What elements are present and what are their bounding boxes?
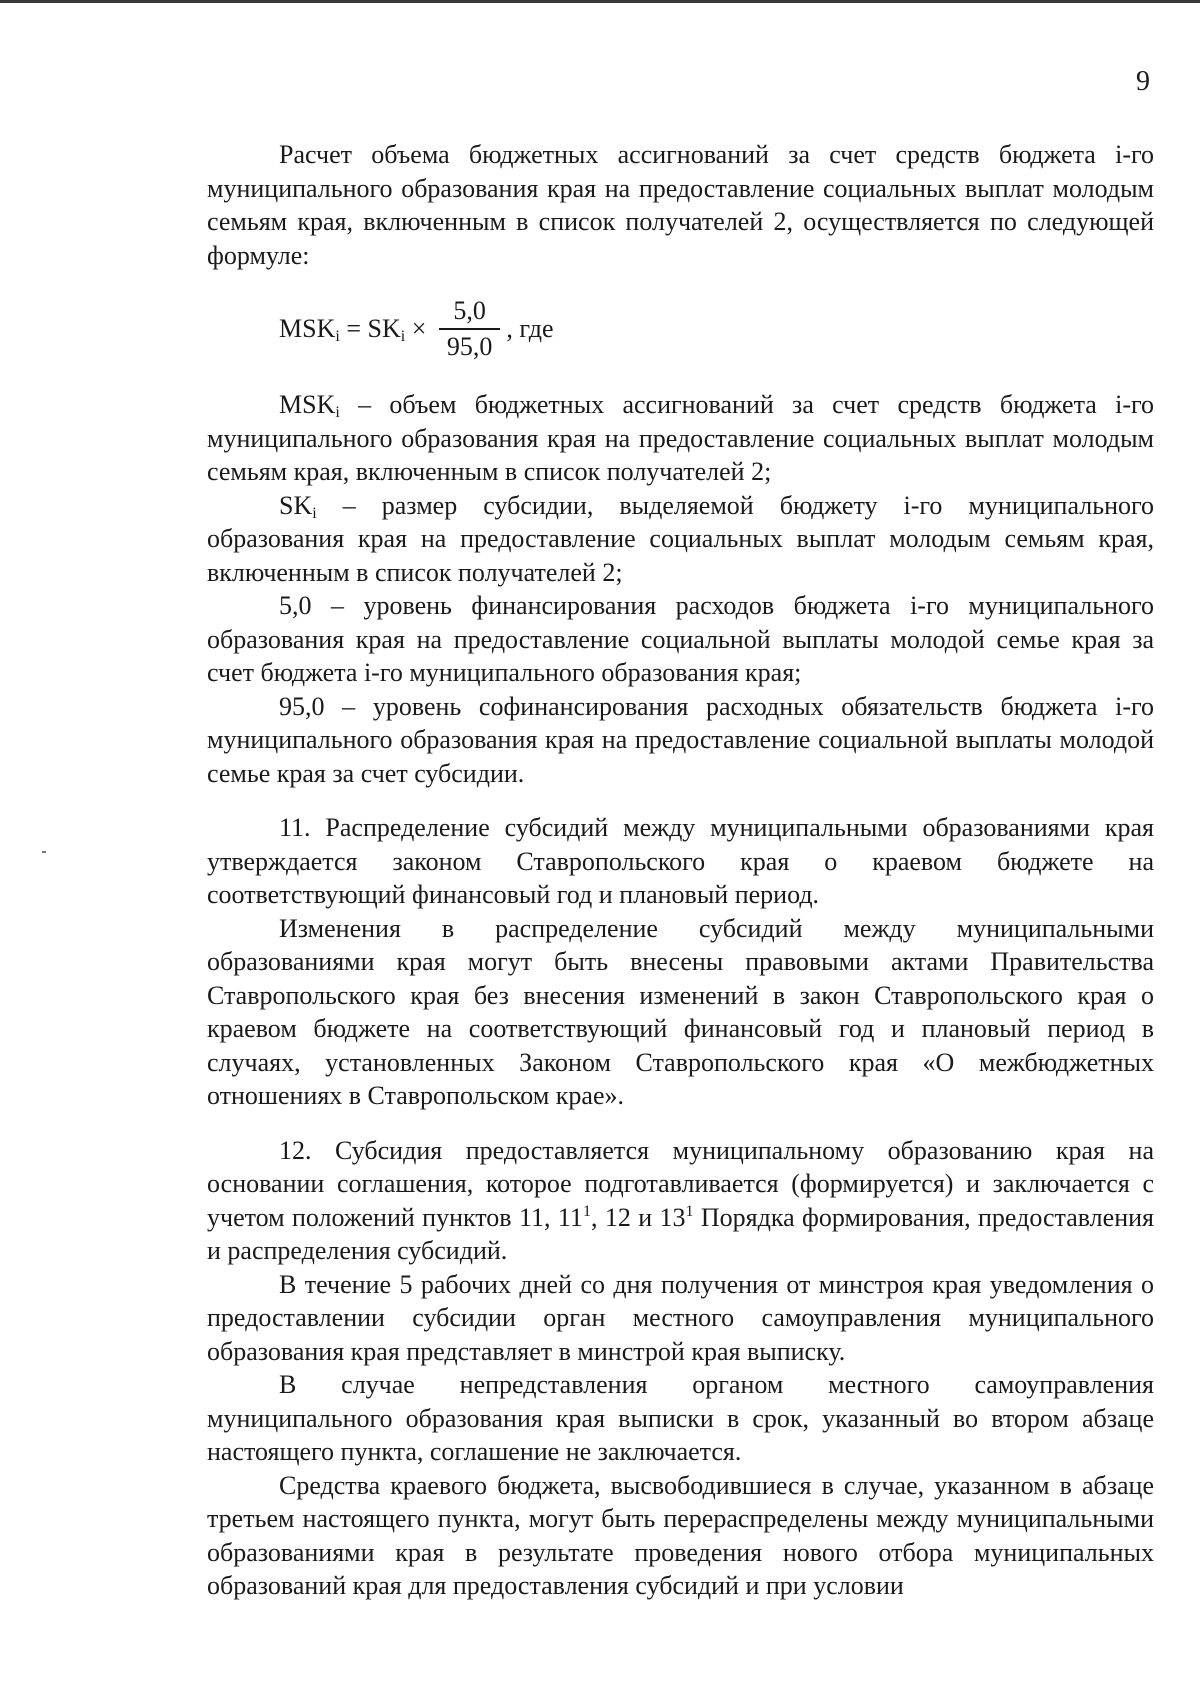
document-body [207, 138, 1154, 1603]
top-scan-border [0, 0, 1200, 3]
formula-equals: = [339, 314, 368, 344]
section-gap [207, 790, 1154, 811]
formula [279, 292, 1154, 366]
definition-5-0: 5,0 – уровень финансирования расходов бюджета i-го муниципального образования края на предоставление социальной выплаты молодой семье края за счет бюджета i-го муниципального образования края; [207, 591, 1154, 687]
section-11-paragraph-2: Изменения в распределение субсидий между муниципальными образованиями края могут быть внесены правовыми актами Правительства Ставропольского края без внесения изменений в закон Ставропольского края о краевом бюджете на соответствующий финансовый год и плановый период в случаях, установленных Законом Ставропольского края «О межбюджетных отношениях в Ставропольском крае». [207, 913, 1154, 1110]
section-12-paragraph-4: Средства краевого бюджета, высвободившиеся в случае, указанном в абзаце третьем настоящего пункта, могут быть перераспределены между муниципальными образованиями края в результате проведения нового отбора муниципальных образований края для предоставления субсидий и при условии [207, 1470, 1154, 1600]
section-gap [207, 1113, 1154, 1134]
section-11-paragraph-1: 11. Распределение субсидий между муниципальными образованиями края утверждается законом Ставропольского края о краевом бюджете на соответствующий финансовый год и плановый период. [207, 813, 1154, 909]
definition-sk: $SK_i$ – размер субсидии, выделяемой бюджету i-го муниципального образования края на предоставление социальных выплат молодым семьям края, включенным в список получателей 2; [207, 490, 1154, 587]
formula-suffix: , где [506, 314, 554, 344]
section-12-paragraph-1: 12. Субсидия предоставляется муниципальному образованию края на основании соглашения, которое подготавливается (формируется) и заключается с учетом положений пунктов 11, $11^1$, 12 и $13^1$ Порядка формирования, предоставления и распределения субсидий. [207, 1135, 1154, 1265]
formula-rhs-var: $SK_i$ [367, 314, 406, 346]
formula-fraction [439, 296, 501, 362]
fraction-denominator: 95,0 [446, 331, 493, 361]
formula-times: × [405, 314, 433, 344]
formula-lhs: $MSK_i$ [279, 314, 340, 346]
section-12-paragraph-3: В случае непредставления органом местного самоуправления муниципального образования края выписки в срок, указанный во втором абзаце настоящего пункта, соглашение не заключается. [207, 1370, 1154, 1466]
definition-95-0: 95,0 – уровень софинансирования расходных обязательств бюджета i-го муниципального образования края на предоставление социальной выплаты молодой семье края за счет субсидии. [207, 691, 1154, 788]
definition-msk: $MSK_i$ – объем бюджетных ассигнований за счет средств бюджета i-го муниципального образования края на предоставление социальных выплат молодым семьям края, включенным в список получателей 2; [207, 390, 1154, 486]
scan-artifact [42, 851, 46, 853]
page-number: 9 [1136, 66, 1150, 97]
section-12-paragraph-2: В течение 5 рабочих дней со дня получения от минстроя края уведомления о предоставлении субсидии орган местного самоуправления муниципального образования края представляет в минстрой края выписку. [207, 1269, 1154, 1366]
fraction-numerator: 5,0 [453, 296, 486, 326]
intro-paragraph: Расчет объема бюджетных ассигнований за счет средств бюджета i-го муниципального образования края на предоставление социальных выплат молодым семьям края, включенным в список получателей 2, осуществляется по следующей формуле: [207, 140, 1154, 270]
